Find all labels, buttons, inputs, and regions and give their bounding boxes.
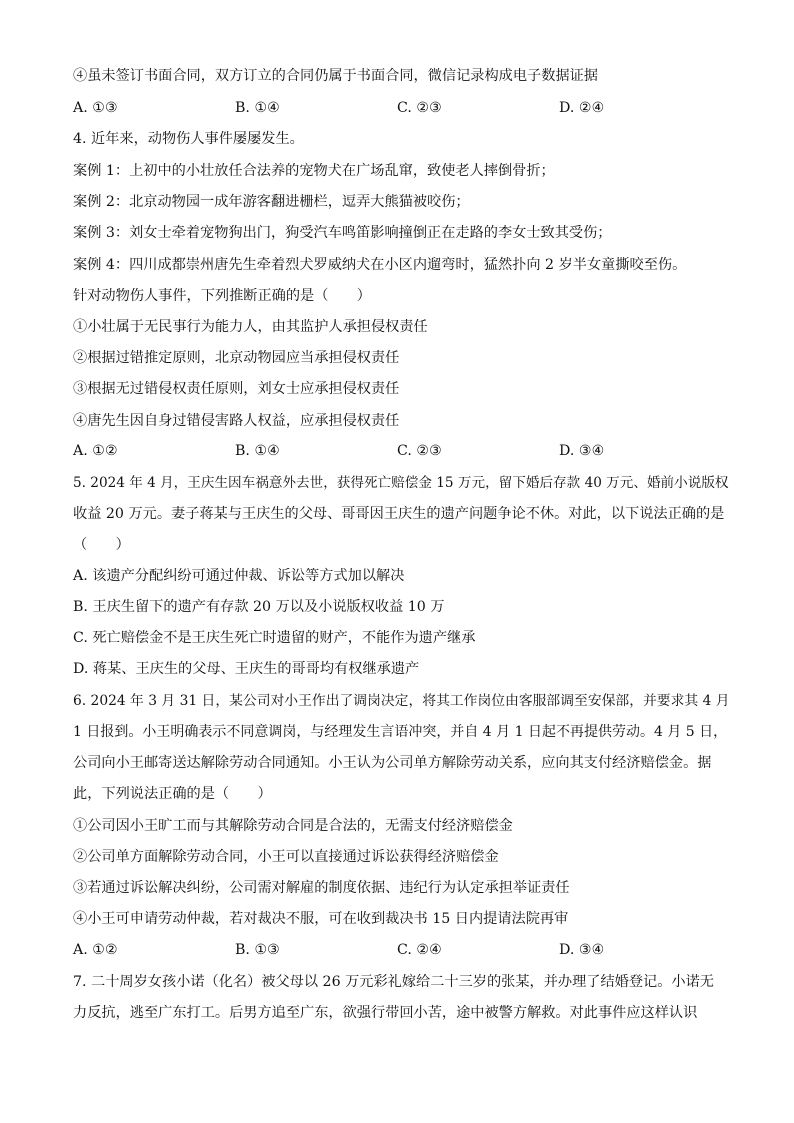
q4-option-c: C. ②③ — [397, 443, 442, 459]
q5-option-a: A. 该遗产分配纠纷可通过仲裁、诉讼等方式加以解决 — [73, 568, 405, 584]
q5-option-c: C. 死亡赔偿金不是王庆生死亡时遗留的财产，不能作为遗产继承 — [73, 630, 476, 646]
q4-statement-1: ①小壮属于无民事行为能力人，由其监护人承担侵权责任 — [73, 319, 428, 335]
q6-statement-4: ④小王可申请劳动仲裁，若对裁决不服，可在收到裁决书 15 日内提请法院再审 — [73, 911, 569, 927]
q6-statement-1: ①公司因小王旷工而与其解除劳动合同是合法的，无需支付经济赔偿金 — [73, 818, 513, 834]
q4-statement-2: ②根据过错推定原则，北京动物园应当承担侵权责任 — [73, 350, 400, 366]
q5-option-b: B. 王庆生留下的遗产有存款 20 万以及小说版权收益 10 万 — [73, 599, 445, 615]
q6-statement-3: ③若通过诉讼解决纠纷，公司需对解雇的制度依据、违纪行为认定承担举证责任 — [73, 880, 570, 896]
q4-statement-3: ③根据无过错侵权责任原则，刘女士应承担侵权责任 — [73, 381, 400, 397]
q5-stem-line-3: （ ） — [73, 537, 130, 553]
q3-option-d: D. ②④ — [559, 100, 605, 116]
q4-option-a: A. ①② — [73, 443, 118, 459]
q6-stem-line-3: 公司向小王邮寄送达解除劳动合同通知。小王认为公司单方解除劳动关系，应向其支付经济赔偿金。据 — [73, 755, 712, 771]
q6-option-d: D. ③④ — [559, 942, 605, 958]
q3-option-c: C. ②③ — [397, 100, 442, 116]
q4-case-3: 案例 3：刘女士牵着宠物狗出门，狗受汽车鸣笛影响撞倒正在走路的李女士致其受伤； — [73, 225, 612, 241]
q4-case-4: 案例 4：四川成都崇州唐先生牵着烈犬罗威纳犬在小区内遛弯时，猛然扑向 2 岁半女童撕咬至伤。 — [73, 257, 687, 273]
q5-stem-line-1: 5. 2024 年 4 月，王庆生因车祸意外去世，获得死亡赔偿金 15 万元，留下婚后存款 40 万元、婚前小说版权 — [73, 475, 729, 491]
q6-stem-line-4: 此，下列说法正确的是（ ） — [73, 786, 272, 802]
q3-option-b: B. ①④ — [235, 100, 280, 116]
q6-option-a: A. ①② — [73, 942, 118, 958]
q3-statement-4: ④虽未签订书面合同，双方订立的合同仍属于书面合同，微信记录构成电子数据证据 — [73, 68, 598, 84]
q6-statement-2: ②公司单方面解除劳动合同，小王可以直接通过诉讼获得经济赔偿金 — [73, 849, 499, 865]
q4-question: 针对动物伤人事件，下列推断正确的是（ ） — [73, 288, 371, 304]
q4-case-2: 案例 2：北京动物园一成年游客翻进栅栏，逗弄大熊猫被咬伤； — [73, 194, 470, 210]
q3-option-a: A. ①③ — [73, 100, 118, 116]
q4-option-b: B. ①④ — [235, 443, 280, 459]
q4-option-d: D. ③④ — [559, 443, 605, 459]
q6-stem-line-2: 1 日报到。小王明确表示不同意调岗，与经理发生言语冲突，并自 4 月 1 日起不再提供劳动。4 月 5 日， — [73, 724, 728, 740]
q6-stem-line-1: 6. 2024 年 3 月 31 日，某公司对小王作出了调岗决定，将其工作岗位由客服部调至安保部，并要求其 4 月 — [73, 693, 730, 709]
q5-option-d: D. 蒋某、王庆生的父母、王庆生的哥哥均有权继承遗产 — [73, 661, 420, 677]
q6-option-b: B. ①③ — [235, 942, 280, 958]
q4-case-1: 案例 1：上初中的小壮放任合法养的宠物犬在广场乱窜，致使老人摔倒骨折； — [73, 163, 555, 179]
q5-stem-line-2: 收益 20 万元。妻子蒋某与王庆生的父母、哥哥因王庆生的遗产问题争论不休。对此，以下说法正确的是 — [73, 506, 725, 522]
q6-option-c: C. ②④ — [397, 942, 442, 958]
q7-stem-line-1: 7. 二十周岁女孩小诺（化名）被父母以 26 万元彩礼嫁给二十三岁的张某，并办理了结婚登记。小诺无 — [73, 974, 714, 990]
q4-stem: 4. 近年来，动物伤人事件屡屡发生。 — [73, 131, 304, 147]
q4-statement-4: ④唐先生因自身过错侵害路人权益，应承担侵权责任 — [73, 413, 400, 429]
q7-stem-line-2: 力反抗，逃至广东打工。后男方追至广东，欲强行带回小苦，途中被警方解救。对此事件应这样认识 — [73, 1005, 698, 1021]
